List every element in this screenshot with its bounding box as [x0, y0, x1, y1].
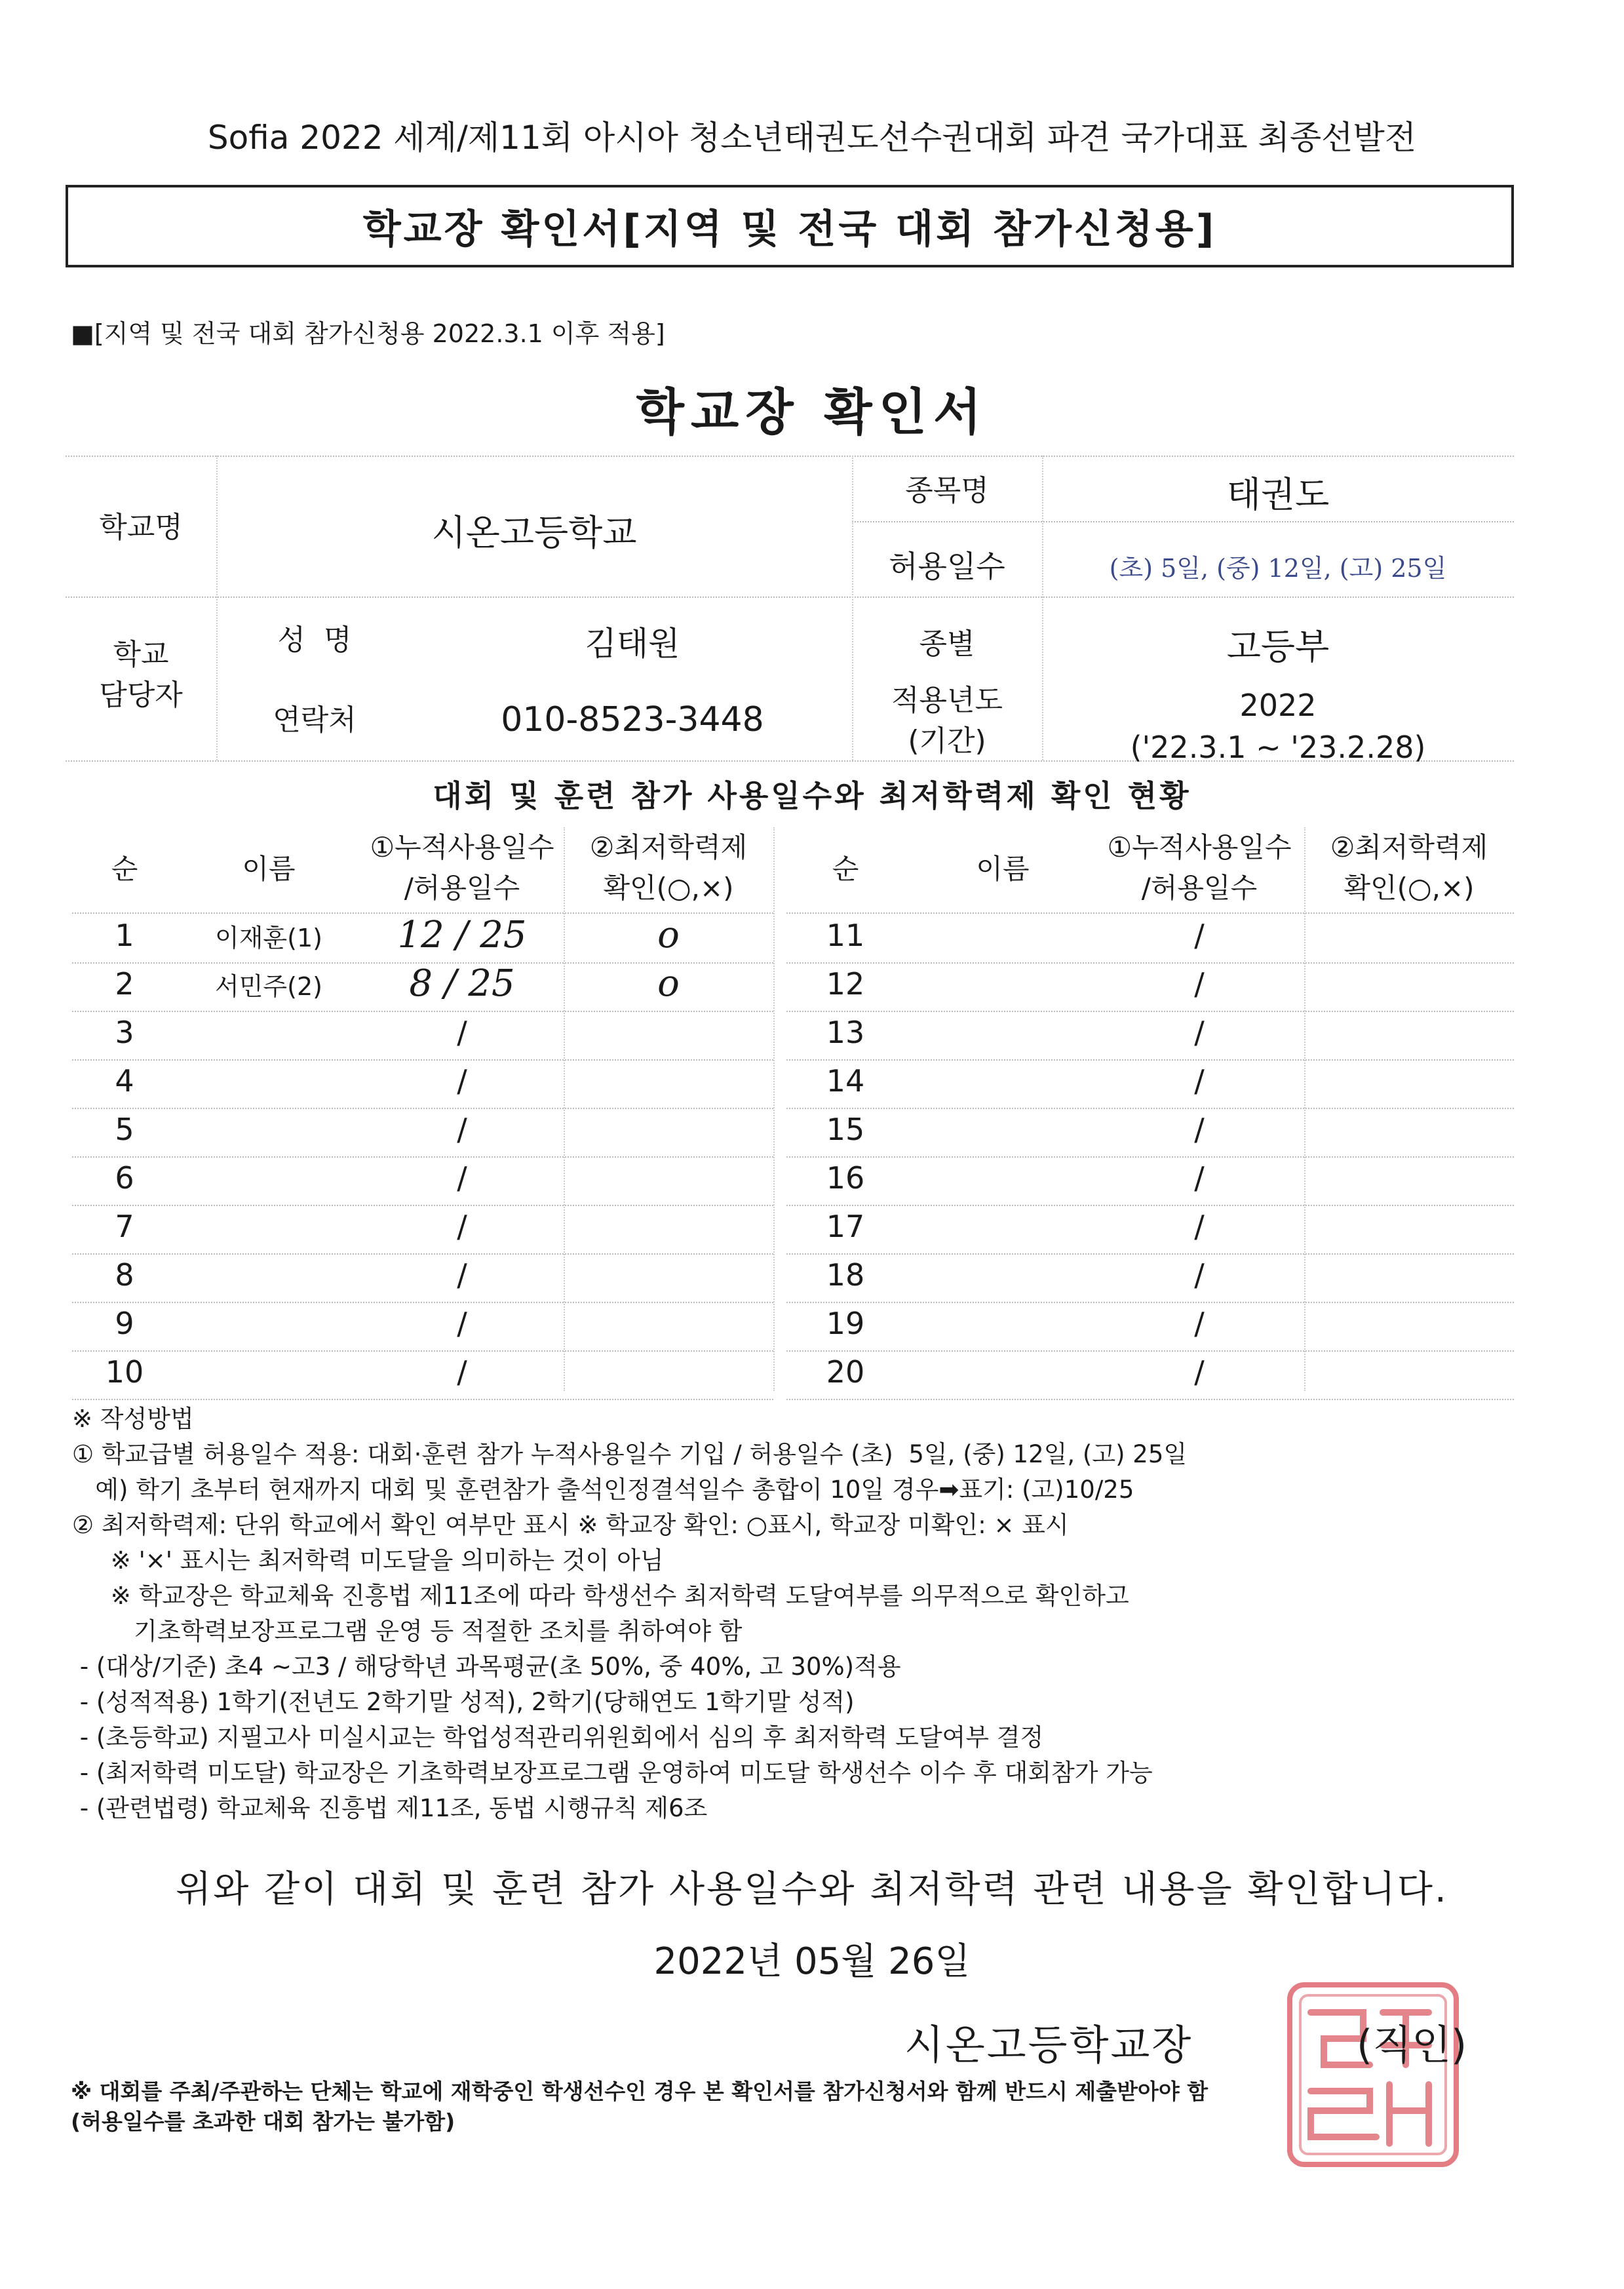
row-days-cell: / [457, 1112, 467, 1147]
row-days-cell: 12 / 25 [397, 914, 527, 956]
row-divider [786, 1399, 1514, 1400]
info-line-mid [66, 597, 1514, 598]
row-no-cell: 7 [115, 1209, 134, 1244]
instruction-line: - (최저학력 미도달) 학교장은 기초학력보장프로그램 운영하여 미도달 학생선수 이수 후 대회참가 가능 [72, 1759, 1153, 1787]
row-days-cell: / [457, 1063, 467, 1099]
row-no-cell: 14 [826, 1063, 865, 1099]
col-days-right-line2: /허용일수 [1141, 872, 1258, 904]
row-name-cell: 이재훈(1) [215, 924, 322, 952]
instruction-line: 예) 학기 초부터 현재까지 대회 및 훈련참가 출석인정결석일수 총합이 10일 경우➡표기: (고)10/25 [72, 1476, 1134, 1504]
school-name: 시온고등학교 [431, 512, 637, 553]
event-title: Sofia 2022 세계/제11회 아시아 청소년태권도선수권대회 파견 국가대표 최종선발전 [207, 119, 1417, 157]
row-days-cell: / [457, 1306, 467, 1341]
row-days-cell: / [1194, 1209, 1205, 1244]
manager-label-line1: 학교 [113, 638, 169, 671]
row-no-cell: 20 [826, 1354, 865, 1390]
manager-label-line2: 담당자 [99, 678, 183, 712]
instruction-line: ※ 학교장은 학교체육 진흥법 제11조에 따라 학생선수 최저학력 도달여부를 의무적으로 확인하고 [72, 1582, 1129, 1610]
col-acad-right-line2: 확인(○,×) [1344, 872, 1475, 904]
col-no-right: 순 [832, 853, 859, 885]
row-days-cell: / [1194, 1354, 1205, 1390]
row-acad-cell: o [657, 962, 680, 1005]
contact-value: 010-8523-3448 [501, 700, 764, 739]
year-label-line2: (기간) [908, 724, 986, 758]
form-box-title [66, 185, 1514, 267]
allowed-days-value: (초) 5일, (중) 12일, (고) 25일 [1109, 554, 1447, 583]
row-no-cell: 19 [826, 1306, 865, 1341]
scope-note: ■[지역 및 전국 대회 참가신청용 2022.3.1 이후 적용] [71, 319, 665, 348]
row-no-cell: 18 [826, 1257, 865, 1293]
row-no-cell: 3 [115, 1015, 134, 1050]
row-divider [786, 1059, 1514, 1061]
footer-line2: (허용일수를 초과한 대회 참가는 불가함) [71, 2109, 455, 2134]
col-days-right [1094, 827, 1304, 909]
row-no-cell: 2 [115, 966, 134, 1002]
row-divider [72, 1205, 773, 1206]
col-days-right-line1: ①누적사용일수 [1107, 831, 1292, 863]
row-divider [786, 962, 1514, 964]
status-vline-mid [773, 827, 775, 1391]
row-no-cell: 16 [826, 1160, 865, 1196]
row-days-cell: / [1194, 966, 1205, 1002]
col-acad-right [1304, 827, 1514, 909]
row-days-cell: / [1194, 918, 1205, 953]
col-days-left-line1: ①누적사용일수 [370, 831, 554, 863]
name-value: 김태원 [585, 625, 680, 663]
sport-value: 태권도 [1226, 474, 1330, 515]
row-no-cell: 1 [115, 918, 134, 953]
form-box-title-text: 학교장 확인서[지역 및 전국 대회 참가신청용] [362, 206, 1217, 252]
contact-label: 연락처 [273, 703, 357, 737]
row-divider [72, 1108, 773, 1109]
year-value [1042, 684, 1514, 768]
footer-line1: ※ 대회를 주최/주관하는 단체는 학교에 재학중인 학생선수인 경우 본 확인서를 참가신청서와 함께 반드시 제출받아야 함 [71, 2079, 1208, 2104]
row-days-cell: / [457, 1015, 467, 1050]
col-no-left: 순 [111, 853, 138, 885]
row-divider [72, 1011, 773, 1012]
row-divider [72, 1156, 773, 1158]
category-label: 종별 [919, 627, 975, 661]
manager-label [66, 635, 216, 716]
row-divider [72, 1399, 773, 1400]
row-divider [72, 1302, 773, 1303]
row-days-cell: / [457, 1354, 467, 1390]
instruction-line: - (성적적용) 1학기(전년도 2학기말 성적), 2학기(당해연도 1학기말 성적) [72, 1688, 855, 1716]
instruction-line: ① 학교급별 허용일수 적용: 대회·훈련 참가 누적사용일수 기입 / 허용일수 (초) 5일, (중) 12일, (고) 25일 [72, 1440, 1188, 1468]
row-divider [72, 1059, 773, 1061]
row-no-cell: 10 [105, 1354, 144, 1390]
col-name-left: 이름 [242, 853, 296, 885]
row-no-cell: 11 [826, 918, 865, 953]
row-divider [786, 1253, 1514, 1255]
row-no-cell: 12 [826, 966, 865, 1002]
row-divider [786, 1011, 1514, 1012]
sport-label: 종목명 [905, 474, 989, 507]
col-acad-right-line1: ②최저학력제 [1330, 831, 1488, 863]
row-divider [786, 1205, 1514, 1206]
row-days-cell: / [1194, 1160, 1205, 1196]
row-no-cell: 15 [826, 1112, 865, 1147]
row-days-cell: / [457, 1160, 467, 1196]
seal-label: (직인) [1357, 2021, 1467, 2069]
row-no-cell: 13 [826, 1015, 865, 1050]
status-header-line-right [786, 912, 1514, 914]
col-acad-left-line1: ②최저학력제 [589, 831, 748, 863]
row-no-cell: 5 [115, 1112, 134, 1147]
row-divider [72, 1350, 773, 1352]
status-vline-right [1304, 827, 1305, 1391]
info-line-top [66, 456, 1514, 457]
status-title: 대회 및 훈련 참가 사용일수와 최저학력제 확인 현황 [433, 778, 1191, 813]
col-acad-left [564, 827, 773, 909]
row-days-cell: / [1194, 1063, 1205, 1099]
year-value-line2: ('22.3.1 ~ '23.2.28) [1130, 730, 1426, 765]
year-label-line1: 적용년도 [891, 684, 1003, 717]
year-value-line1: 2022 [1239, 688, 1317, 723]
col-acad-left-line2: 확인(○,×) [603, 872, 734, 904]
instruction-line: - (대상/기준) 초4 ~고3 / 해당학년 과목평균(초 50%, 중 40%, 고 30%)적용 [72, 1653, 901, 1681]
row-no-cell: 17 [826, 1209, 865, 1244]
row-days-cell: / [1194, 1306, 1205, 1341]
info-line-mid-right [852, 521, 1514, 522]
row-acad-cell: o [657, 914, 680, 956]
official-seal-stamp [1285, 1980, 1461, 2170]
category-value: 고등부 [1226, 626, 1330, 667]
school-label: 학교명 [99, 511, 183, 544]
instructions-heading: ※ 작성방법 [72, 1405, 194, 1433]
row-no-cell: 4 [115, 1063, 134, 1099]
col-name-right: 이름 [976, 853, 1030, 885]
row-divider [786, 1108, 1514, 1109]
row-days-cell: 8 / 25 [409, 962, 515, 1005]
instructions [72, 1401, 1540, 1826]
instruction-line: ② 최저학력제: 단위 학교에서 확인 여부만 표시 ※ 학교장 확인: ○표시, 학교장 미확인: × 표시 [72, 1511, 1069, 1539]
form-title: 학교장 확인서 [636, 383, 988, 441]
row-days-cell: / [1194, 1015, 1205, 1050]
status-vline-left [564, 827, 565, 1391]
row-name-cell: 서민주(2) [215, 972, 322, 1001]
declaration: 위와 같이 대회 및 훈련 참가 사용일수와 최저학력 관련 내용을 확인합니다. [176, 1868, 1448, 1911]
row-divider [786, 1156, 1514, 1158]
signer-name: 시온고등학교장 [904, 2021, 1193, 2069]
col-days-left-line2: /허용일수 [404, 872, 520, 904]
instruction-line: - (관련법령) 학교체육 진흥법 제11조, 동법 시행규칙 제6조 [72, 1794, 708, 1822]
allowed-days-label: 허용일수 [889, 549, 1005, 584]
footer-note [71, 2077, 1208, 2137]
col-days-left [360, 827, 564, 909]
row-divider [786, 1302, 1514, 1303]
row-days-cell: / [457, 1257, 467, 1293]
name-label: 성 명 [277, 623, 352, 657]
row-divider [72, 1253, 773, 1255]
instruction-line: ※ '×' 표시는 최저학력 미도달을 의미하는 것이 아님 [72, 1546, 664, 1575]
date: 2022년 05월 26일 [653, 1940, 971, 1983]
row-no-cell: 8 [115, 1257, 134, 1293]
row-days-cell: / [457, 1209, 467, 1244]
instruction-line: 기초학력보장프로그램 운영 등 적절한 조치를 취하여야 함 [72, 1617, 743, 1645]
year-label [852, 680, 1042, 762]
instruction-line: - (초등학교) 지필고사 미실시교는 학업성적관리위원회에서 심의 후 최저학력 도달여부 결정 [72, 1723, 1044, 1751]
row-days-cell: / [1194, 1112, 1205, 1147]
row-days-cell: / [1194, 1257, 1205, 1293]
row-no-cell: 9 [115, 1306, 134, 1341]
row-divider [786, 1350, 1514, 1352]
row-no-cell: 6 [115, 1160, 134, 1196]
